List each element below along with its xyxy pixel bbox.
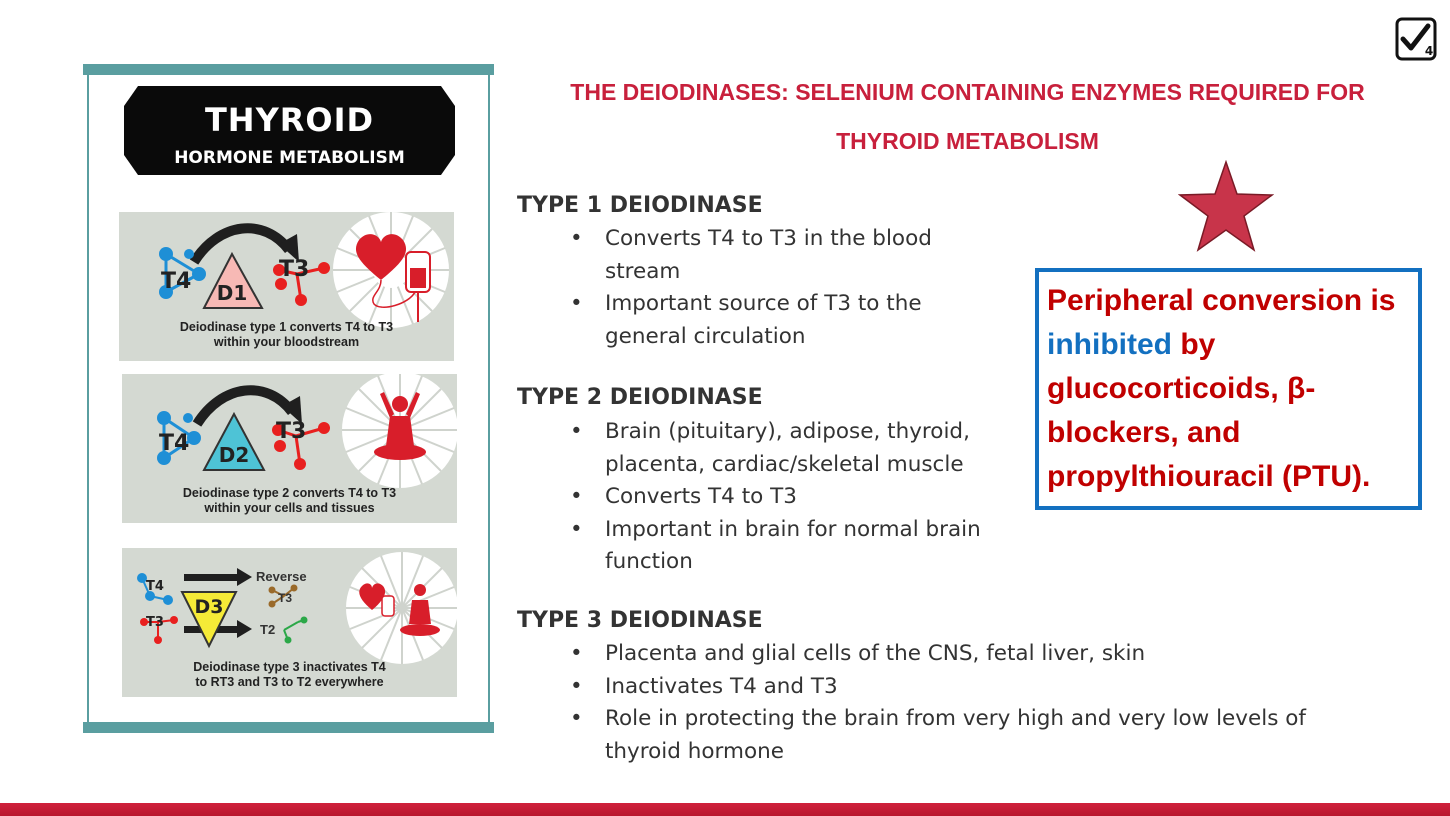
d1-enzyme-label: D1 bbox=[216, 281, 248, 305]
d3-t4-label: T4 bbox=[146, 579, 164, 594]
d3-caption: Deiodinase type 3 inactivates T4 to RT3 and T3 to T2 everywhere bbox=[193, 660, 386, 689]
d3-t3-label: T3 bbox=[146, 615, 164, 630]
d3-enzyme-label: D3 bbox=[194, 596, 224, 618]
section-type-1-list bbox=[570, 223, 1000, 353]
slide-title-line-2: THYROID METABOLISM bbox=[836, 128, 1099, 154]
section-type-2-heading: TYPE 2 DEIODINASE bbox=[517, 385, 763, 410]
section-type-3-list bbox=[570, 638, 1410, 768]
d1-t4-label: T4 bbox=[161, 269, 192, 294]
d3-rt3-label: T3 bbox=[278, 591, 293, 605]
d2-enzyme-label: D2 bbox=[218, 443, 250, 467]
list-item: • Placenta and glial cells of the CNS, fetal liver, skin bbox=[570, 638, 1410, 671]
callout-text: Peripheral conversion is inhibited by glucocorticoids, β- blockers, and propylthiouracil (PTU). bbox=[1047, 284, 1396, 493]
list-item: • Converts T4 to T3 in the blood stream bbox=[570, 223, 1000, 288]
checkbox-logo-icon bbox=[1395, 17, 1437, 61]
infographic-subtitle: HORMONE METABOLISM bbox=[174, 148, 405, 168]
infographic-title: THYROID bbox=[204, 101, 375, 139]
star-icon bbox=[1178, 160, 1274, 252]
list-item: • Brain (pituitary), adipose, thyroid, placenta, cardiac/skeletal muscle bbox=[570, 416, 1020, 481]
list-item: • Important in brain for normal brain function bbox=[570, 514, 1020, 579]
section-type-3-heading: TYPE 3 DEIODINASE bbox=[517, 608, 763, 633]
d3-t2-label: T2 bbox=[260, 622, 276, 637]
logo-badge: 4 bbox=[1424, 44, 1434, 58]
d2-t3-label: T3 bbox=[276, 419, 307, 444]
d1-caption: Deiodinase type 1 converts T4 to T3 within your bloodstream bbox=[179, 320, 394, 349]
d1-t3-label: T3 bbox=[279, 257, 310, 282]
slide-title-line-1: THE DEIODINASES: SELENIUM CONTAINING ENZYMES REQUIRED FOR bbox=[570, 79, 1365, 105]
d3-reverse-label: Reverse bbox=[256, 569, 307, 584]
section-type-2-list bbox=[570, 416, 1020, 579]
footer-bar bbox=[0, 803, 1450, 816]
list-item: • Inactivates T4 and T3 bbox=[570, 671, 1410, 704]
d2-t4-label: T4 bbox=[159, 431, 190, 456]
section-type-1-heading: TYPE 1 DEIODINASE bbox=[517, 193, 763, 218]
list-item: • Role in protecting the brain from very high and very low levels of thyroid hormone bbox=[570, 703, 1410, 768]
d2-caption: Deiodinase type 2 converts T4 to T3 within your cells and tissues bbox=[182, 486, 397, 515]
list-item: • Important source of T3 to the general circulation bbox=[570, 288, 1000, 353]
list-item: • Converts T4 to T3 bbox=[570, 481, 1020, 514]
